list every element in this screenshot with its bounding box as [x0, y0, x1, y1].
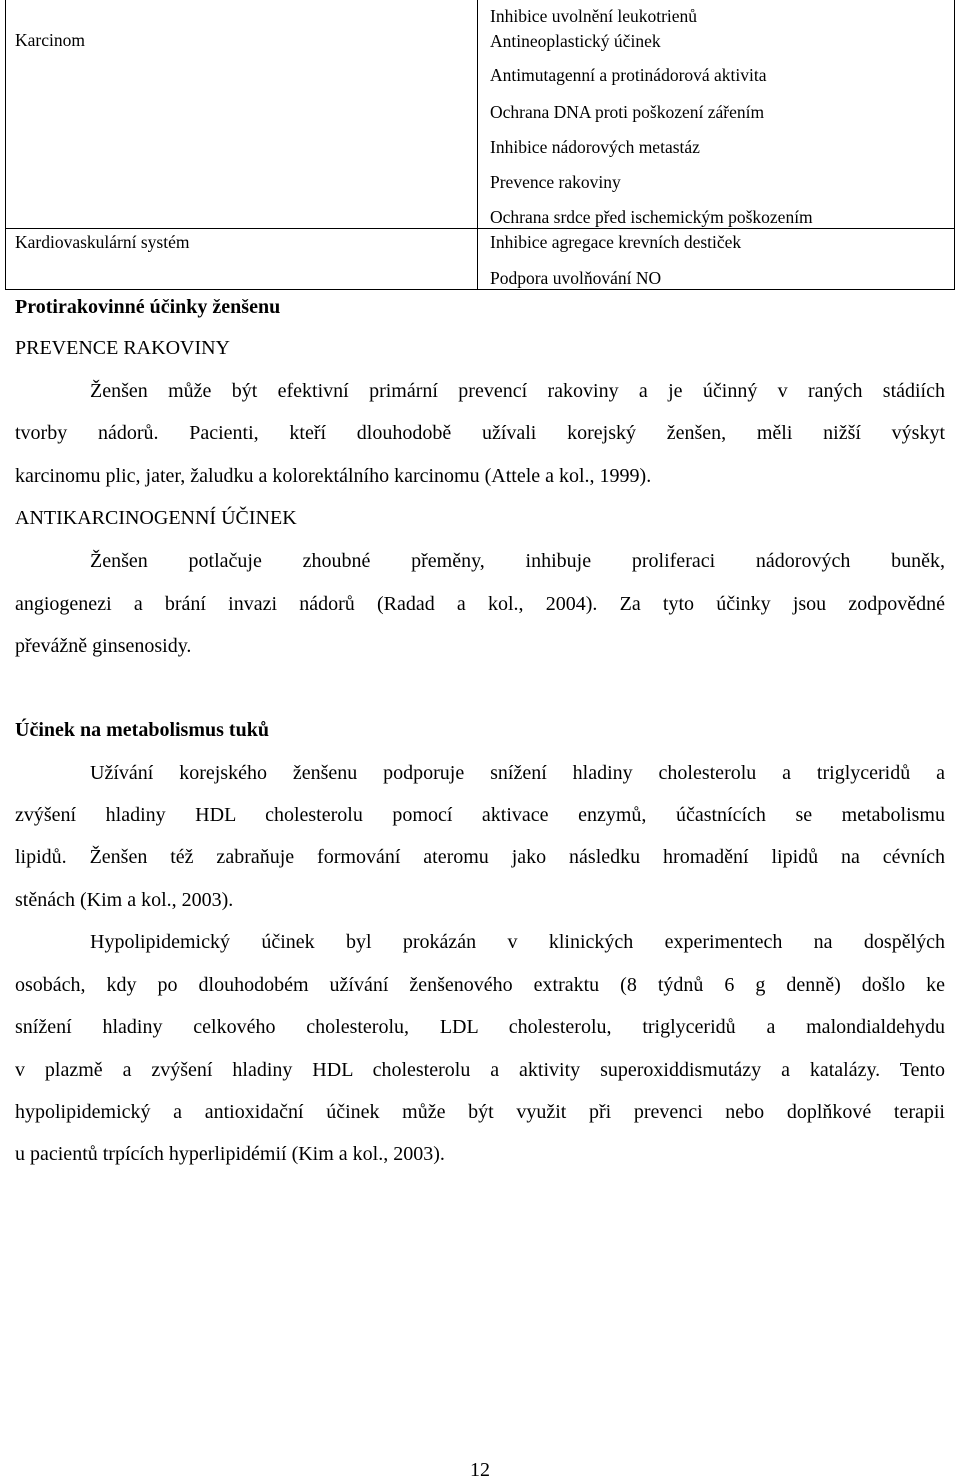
paragraph-line: karcinomu plic, jater, žaludku a kolorektálního karcinomu (Attele a kol., 1999). — [15, 465, 652, 487]
table-effect: Ochrana DNA proti poškození zářením — [490, 102, 765, 122]
paragraph-line: snížení hladiny celkového cholesterolu, LDL cholesterolu, triglyceridů a malondialdehydu — [15, 1016, 945, 1038]
table-column-divider — [477, 0, 478, 290]
paragraph-line: Užívání korejského ženšenu podporuje snížení hladiny cholesterolu a triglyceridů a — [90, 762, 945, 784]
paragraph-line: převážně ginsenosidy. — [15, 635, 192, 657]
paragraph-line: v plazmě a zvýšení hladiny HDL cholesterolu a aktivity superoxiddismutázy a katalázy. Tento — [15, 1059, 945, 1081]
table-effect: Ochrana srdce před ischemickým poškozením — [490, 207, 813, 227]
table-effect: Antineoplastický účinek — [490, 31, 661, 51]
table-effect: Inhibice agregace krevních destiček — [490, 232, 742, 252]
paragraph-line: Hypolipidemický účinek byl prokázán v klinických experimentech na dospělých — [90, 931, 945, 953]
paragraph-line: lipidů. Ženšen též zabraňuje formování ateromu jako následku hromadění lipidů na cévních — [15, 846, 945, 868]
paragraph-line: tvorby nádorů. Pacienti, kteří dlouhodobě užívali korejský ženšen, měli nižší výskyt — [15, 422, 945, 444]
section-heading-anticancer: Protirakovinné účinky ženšenu — [15, 296, 281, 318]
paragraph-line: zvýšení hladiny HDL cholesterolu pomocí aktivace enzymů, účastnících se metabolismu — [15, 804, 945, 826]
table-category-kardio: Kardiovaskulární systém — [15, 232, 190, 252]
paragraph-line: Ženšen může být efektivní primární prevencí rakoviny a je účinný v raných stádiích — [90, 380, 945, 402]
table-effect: Inhibice nádorových metastáz — [490, 137, 700, 157]
subheading-anticarcinogenic: ANTIKARCINOGENNÍ ÚČINEK — [15, 507, 297, 529]
table-effect: Podpora uvolňování NO — [490, 268, 662, 288]
table-effect: Prevence rakoviny — [490, 172, 621, 192]
table-row-divider — [5, 228, 955, 229]
table-effect: Inhibice uvolnění leukotrienů — [490, 6, 698, 26]
paragraph-line: u pacientů trpících hyperlipidémií (Kim a kol., 2003). — [15, 1143, 445, 1165]
paragraph-line: osobách, kdy po dlouhodobém užívání ženšenového extraktu (8 týdnů 6 g denně) došlo ke — [15, 974, 945, 996]
paragraph-line: hypolipidemický a antioxidační účinek může být využit při prevenci nebo doplňkové terapii — [15, 1101, 945, 1123]
paragraph-line: Ženšen potlačuje zhoubné přeměny, inhibuje proliferaci nádorových buněk, — [90, 550, 945, 572]
paragraph-line: stěnách (Kim a kol., 2003). — [15, 889, 234, 911]
paragraph-line: angiogenezi a brání invazi nádorů (Radad a kol., 2004). Za tyto účinky jsou zodpovědné — [15, 593, 945, 615]
table-category-karcinom: Karcinom — [15, 30, 85, 50]
page-number: 12 — [470, 1459, 490, 1481]
table-effect: Antimutagenní a protinádorová aktivita — [490, 65, 767, 85]
subheading-cancer-prevention: PREVENCE RAKOVINY — [15, 337, 230, 359]
section-heading-lipid-metabolism: Účinek na metabolismus tuků — [15, 719, 269, 741]
